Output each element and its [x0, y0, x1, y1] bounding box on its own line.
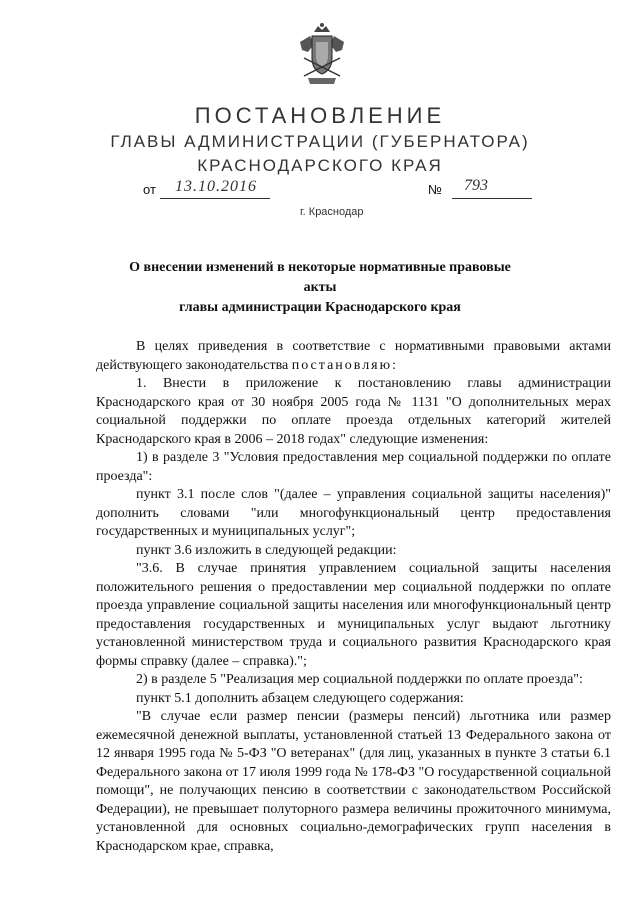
subject-line-1: О внесении изменений в некоторые нормативные правовые акты — [129, 260, 511, 295]
document-city: г. Краснодар — [300, 206, 364, 218]
preamble-text: В целях приведения в соответствие с нормативными правовыми актами действующего законодательства — [96, 339, 611, 373]
paragraph-point-3-6-intro: пункт 3.6 изложить в следующей редакции: — [136, 542, 397, 558]
paragraph-preamble — [96, 338, 611, 375]
paragraph-item-1: 1. Внести в приложение к постановлению главы администрации Краснодарского края от 30 ноября 2005 года № 1131 "О дополнительных мерах социальной поддержки по оплате проезда отдельных категорий жителей Краснодарского края в 2006 – 2018 годах" следующие изменения: — [96, 376, 611, 447]
document-subtitle-authority: ГЛАВЫ АДМИНИСТРАЦИИ (ГУБЕРНАТОРА) — [110, 132, 530, 151]
document-body — [96, 338, 611, 856]
paragraph-point-5-1-intro: пункт 5.1 дополнить абзацем следующего содержания: — [136, 690, 464, 706]
document-subject — [120, 258, 520, 318]
document-title: ПОСТАНОВЛЕНИЕ — [194, 103, 446, 128]
number-prefix: № — [428, 182, 442, 197]
paragraph-point-3-1: пункт 3.1 после слов "(далее – управления социальной защиты населения)" дополнить словами "или многофункциональный центр предоставления государственных и муниципальных услуг"; — [96, 487, 611, 539]
paragraph-point-3-6-text: "3.6. В случае принятия управлением социальной защиты населения положительного решения о предоставлении мер социальной поддержки по оплате проезда управление социальной защиты населения или многофункциональный центр предоставления государственных и муниципальных услуг выдают льготнику установленной министерством труда и социального развития Краснодарского края формы справку (далее – справка)."; — [96, 561, 611, 669]
subject-line-2: главы администрации Краснодарского края — [179, 300, 461, 315]
paragraph-subitem-1: 1) в разделе 3 "Условия предоставления мер социальной поддержки по оплате проезда": — [96, 450, 611, 484]
date-prefix: от — [143, 182, 156, 197]
document-number: 793 — [464, 177, 488, 194]
paragraph-subitem-2: 2) в разделе 5 "Реализация мер социальной поддержки по оплате проезда": — [136, 672, 583, 687]
date-underline — [160, 198, 270, 199]
paragraph-point-5-1-text: "В случае если размер пенсии (размеры пенсий) льготника или размер ежемесячной денежной выплаты, установленной статьей 13 Федерального закона от 12 января 1995 года № 5-ФЗ "О ветеранах" (для лиц, указанных в пункте 3 статьи 6.1 Федерального закона от 17 июля 1999 года № 178-ФЗ "О государственной социальной помощи", не получающих пенсию в соответствии с законодательством Российской Федерации), не превышает полуторного размера величины прожиточного минимума, установленной для основных социально-демографических групп населения в Краснодарском крае, справка, — [96, 709, 611, 854]
coat-of-arms-icon — [296, 22, 348, 86]
number-underline — [452, 198, 532, 199]
document-date: 13.10.2016 — [175, 178, 257, 195]
document-subtitle-region: КРАСНОДАРСКОГО КРАЯ — [197, 156, 443, 175]
resolution-word: постановляю: — [291, 357, 398, 373]
